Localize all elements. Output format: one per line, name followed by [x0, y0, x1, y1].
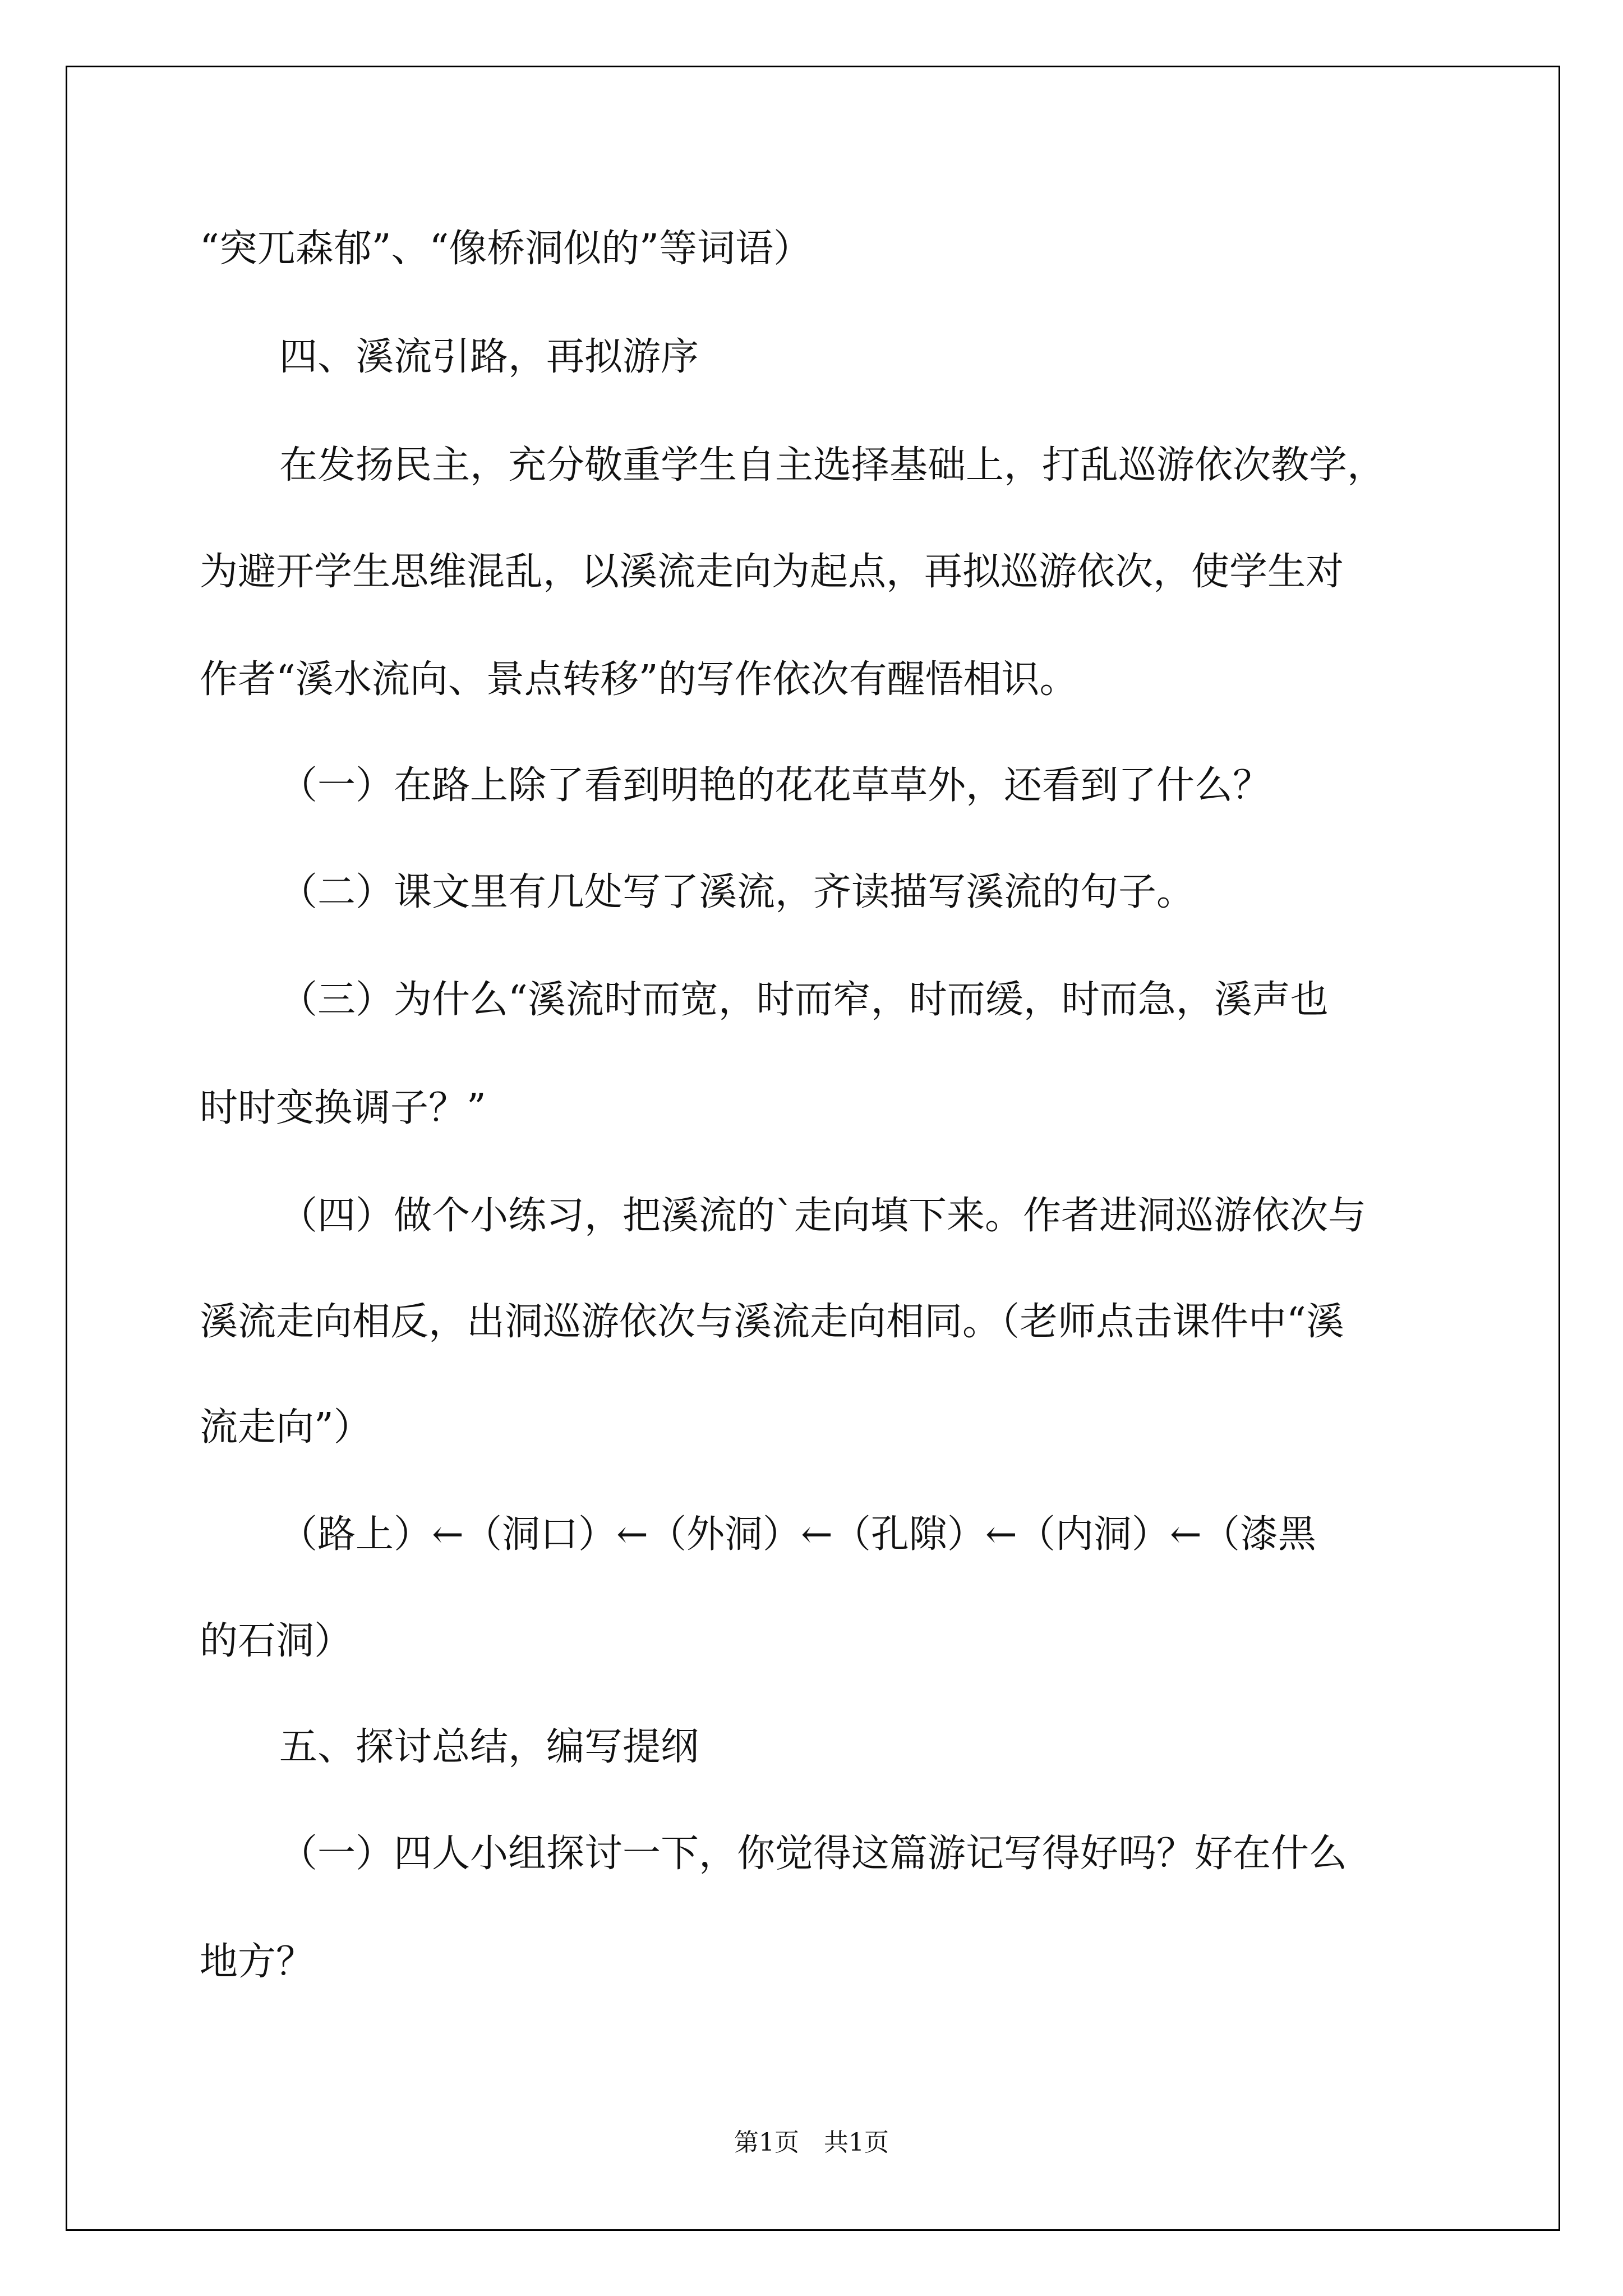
- text-line: （二）课文里有几处写了溪流，齐读描写溪流的句子。: [279, 870, 1195, 914]
- text-line: “突兀森郁”、“像桥洞似的”等词语）: [200, 227, 812, 271]
- text-line: （一）四人小组探讨一下，你觉得这篇游记写得好吗？好在什么: [279, 1832, 1348, 1876]
- text-line: 溪流走向相反，出洞巡游依次与溪流走向相同。（老师点击课件中“溪: [200, 1300, 1344, 1344]
- section-heading: 五、探讨总结，编写提纲: [279, 1725, 699, 1769]
- page-border: [66, 66, 1560, 2231]
- text-line: （四）做个小练习，把溪流的`走向填下来。作者进洞巡游依次与: [279, 1194, 1367, 1238]
- text-line: 流走向”）: [200, 1405, 372, 1450]
- text-line: （三）为什么“溪流时而宽，时而窄，时而缓，时而急，溪声也: [279, 978, 1329, 1022]
- text-line: 时时变换调子？”: [200, 1086, 486, 1130]
- text-line: （路上）←（洞口）←（外洞）←（孔隙）←（内洞）←（漆黑: [279, 1512, 1316, 1557]
- text-line: 为避开学生思维混乱，以溪流走向为起点，再拟巡游依次，使学生对: [200, 550, 1344, 594]
- text-line: 的石洞）: [200, 1619, 353, 1663]
- page-footer: 第1页 共1页: [734, 2128, 889, 2157]
- text-line: （一）在路上除了看到明艳的花花草草外，还看到了什么？: [279, 763, 1271, 808]
- text-line: 在发扬民主，充分敬重学生自主选择基础上，打乱巡游依次教学，: [279, 443, 1386, 487]
- section-heading: 四、溪流引路，再拟游序: [279, 335, 699, 379]
- text-line: 地方？: [200, 1940, 315, 1984]
- text-line: 作者“溪水流向、景点转移”的写作依次有醒悟相识。: [200, 657, 1078, 702]
